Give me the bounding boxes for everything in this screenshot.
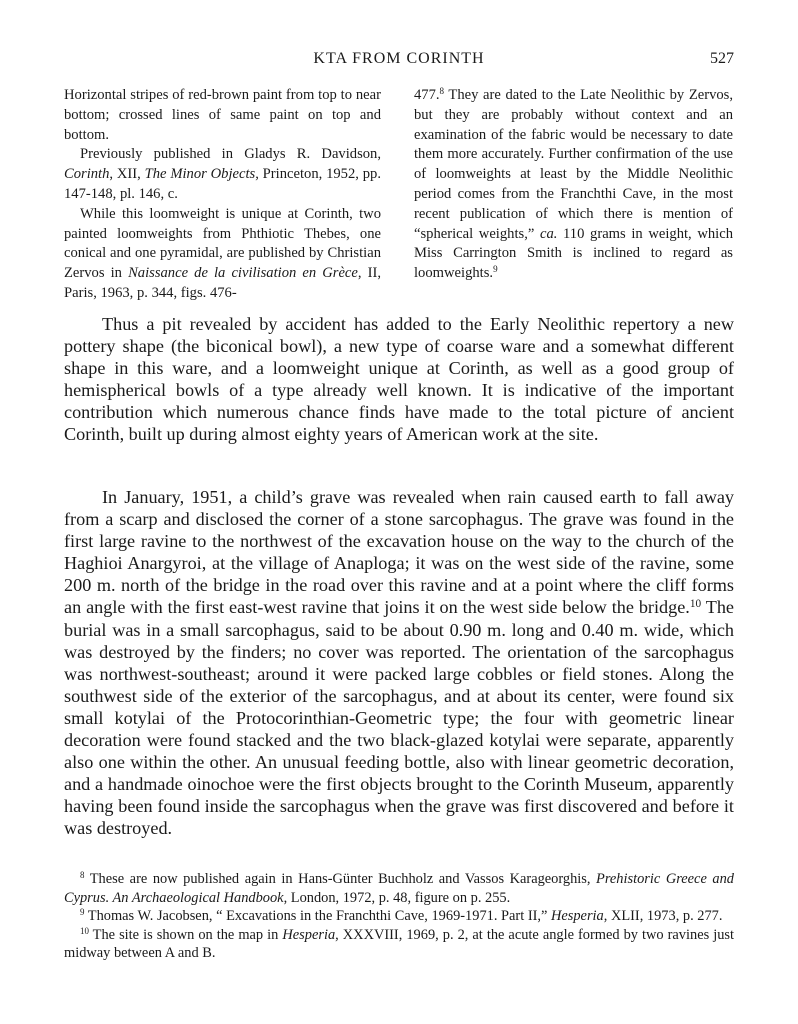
footnote-ref-10: 10 [689, 598, 702, 611]
footnotes [64, 870, 734, 963]
left-column [64, 86, 381, 304]
right-column [414, 86, 733, 284]
running-head [64, 50, 734, 74]
left-column-paragraph: Previously published in Gladys R. Davidson, Corinth, XII, The Minor Objects, Princeton, 1952, pp. 147-148, pl. 146, c. [64, 146, 381, 202]
footnote-ref-9: 9 [493, 264, 498, 275]
left-column-paragraph: Horizontal stripes of red-brown paint from top to near bottom; crossed lines of same paint on top and bottom. [64, 87, 381, 143]
body-paragraph-text: Thus a pit revealed by accident has added to the Early Neolithic repertory a new pottery shape (the biconical bowl), a new type of coarse ware and a somewhat different shape in this ware, and a loomweight unique at Corinth, as well as a good group of hemispherical bowls of a type already well known. It is indicative of the important contribution which numerous chance finds have made to the total picture of ancient Corinth, built up during almost eighty years of American work at the site. [64, 314, 734, 445]
footnote-8: $^8$ These are now published again in Hans-Günter Buchholz and Vassos Karageorghis, Prehistoric Greece and Cyprus. An Archaeological Handbook, London, 1972, p. 48, figure on p. 255. [64, 870, 734, 906]
left-column-paragraph: While this loomweight is unique at Corinth, two painted loomweights from Phthiotic Thebes, one conical and one pyramidal, are published by Christian Zervos in Naissance de la civilisation en Grèce, II, Paris, 1963, p. 344, figs. 476- [64, 205, 381, 301]
right-column-paragraph: 477.$^8$ They are dated to the Late Neolithic by Zervos, but they are probably without context and an examination of the fabric would be necessary to date them more accurately. Further confirmation of the use of loomweights at least by the Middle Neolithic period comes from the Franchthi Cave, in the most recent publication of which there is mention of “spherical weights,” ca. 110 grams in weight, which Miss Carrington Smith is inclined to regard as loomweights.$^9$ [414, 86, 734, 282]
body-paragraph-text: In January, 1951, a child’s grave was revealed when rain caused earth to fall away from a scarp and disclosed the corner of a stone sarcophagus. The grave was found in the first large ravine to the northwest of the excavation house on the way to the church of the Haghioi Anargyroi, at the village of Anaploga; it was on the west side of the ravine, some 200 m. north of the bridge in the road over this ravine and at a point where the cliff forms an angle with the first east-west ravine that joins it on the west side below the bridge.$^{10}$ The burial was in a small sarcophagus, said to be about 0.90 m. long and 0.40 m. wide, which was destroyed by the finders; no cover was reported. The orientation of the sarcophagus was northwest-southeast; around it were packed large cobbles or field stones. Along the southwest side of the exterior of the sarcophagus, and at about its center, were found six small kotylai of the Protocorinthian-Geometric type; the four with geometric linear decoration were found stacked and the two black-glazed kotylai were separate, apparently also one within the other. An unusual feeding bottle, also with linear geometric decoration, and a handmade oinochoe were the first objects brought to the Corinth Museum, apparently having been found inside the sarcophagus when the grave was first discovered and before it was destroyed. [64, 487, 735, 839]
body-paragraph-1 [64, 313, 734, 446]
footnote-10: $^{10}$ The site is shown on the map in Hesperia, XXXVIII, 1969, p. 2, at the acute angle formed by two ravines just midway between A and B. [64, 925, 735, 962]
footnote-9: $^9$ Thomas W. Jacobsen, “ Excavations in the Franchthi Cave, 1969-1971. Part II,” Hesperia, XLII, 1973, p. 277. [80, 907, 723, 925]
body-paragraph-2 [64, 486, 734, 840]
running-title: KTA FROM CORINTH [313, 50, 485, 67]
page-number: 527 [710, 50, 734, 67]
footnote-ref-8: 8 [439, 86, 445, 97]
